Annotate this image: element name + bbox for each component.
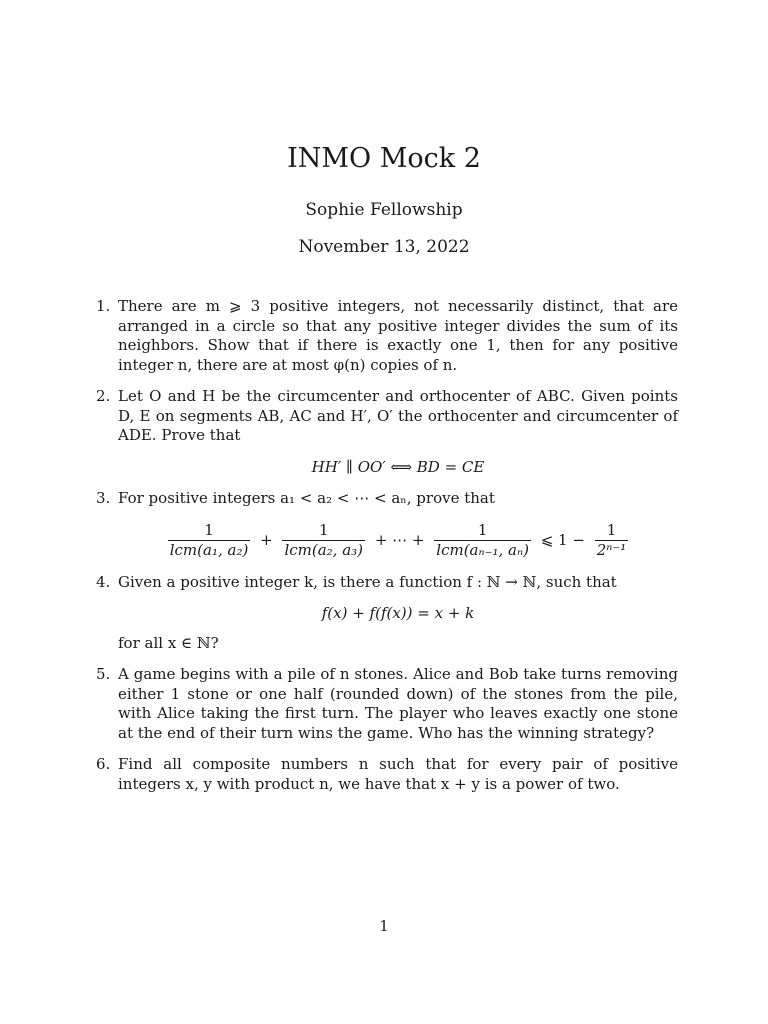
fraction-denominator: lcm(a₁, a₂) [169, 541, 249, 559]
plus-sign: + [260, 530, 273, 549]
problem-number: 6. [96, 755, 111, 773]
inequality-rhs: ⩽ 1 − [540, 530, 585, 549]
problem-list [96, 297, 678, 806]
problem-number: 2. [96, 387, 111, 405]
document-title: INMO Mock 2 [287, 143, 481, 174]
problem-number: 5. [96, 665, 111, 683]
problem-text: A game begins with a pile of n stones. Alice and Bob take turns removing either 1 stone or one half (rounded down) of the stones from the pile, with Alice taking the first turn. The player who leaves exactly one stone at the end of their turn wins the game. Who has the winning strategy? [118, 665, 678, 742]
fraction-denominator: 2ⁿ⁻¹ [596, 541, 627, 559]
fraction-denominator: lcm(a₂, a₃) [284, 541, 364, 559]
problem-number: 3. [96, 489, 111, 507]
fraction-term [168, 521, 251, 561]
page-number: 1 [379, 917, 389, 935]
problem-text: Given a positive integer k, is there a function f : ℕ → ℕ, such that [118, 572, 617, 591]
author-name: Sophie Fellowship [305, 200, 463, 220]
problem-2 [96, 387, 678, 477]
problem-4 [96, 573, 678, 654]
problem-1 [96, 297, 678, 375]
problem-text: For positive integers a₁ < a₂ < ⋯ < aₙ, prove that [118, 489, 495, 507]
fraction-numerator: 1 [318, 520, 329, 539]
problem-text: There are m ⩾ 3 positive integers, not necessarily distinct, that are arranged in a circle so that any positive integer divides the sum of its neighbors. Show that if there is exactly one 1, then for any positive integer n, there are at most φ(n) copies of n. [118, 297, 678, 374]
problem-continuation: for all x ∈ ℕ? [118, 633, 219, 652]
fraction-numerator: 1 [204, 520, 214, 539]
problem-text: Find all composite numbers n such that for every pair of positive integers x, y with product n, we have that x + y is a power of two. [118, 755, 678, 793]
fraction-numerator: 1 [477, 520, 488, 539]
problem-6 [96, 755, 678, 794]
fraction-term [282, 521, 365, 561]
display-inequality [118, 521, 678, 561]
problem-text: Let O and H be the circumcenter and orthocenter of ABC. Given points D, E on segments AB, AC and H′, O′ the orthocenter and circumcenter of ADE. Prove that [118, 387, 678, 444]
display-equation: f(x) + f(f(x)) = x + k [321, 604, 475, 622]
document-date: November 13, 2022 [298, 237, 470, 257]
problem-number: 4. [96, 572, 111, 591]
fraction-term [434, 521, 531, 561]
problem-3 [96, 489, 678, 561]
plus-dots: + ⋯ + [374, 530, 425, 549]
fraction-term [595, 521, 629, 561]
display-equation: HH′ ∥ OO′ ⟺ BD = CE [311, 457, 485, 476]
problem-number: 1. [96, 297, 111, 315]
problem-5 [96, 665, 678, 743]
fraction-denominator: lcm(aₙ₋₁, aₙ) [436, 541, 529, 559]
fraction-numerator: 1 [606, 520, 617, 539]
